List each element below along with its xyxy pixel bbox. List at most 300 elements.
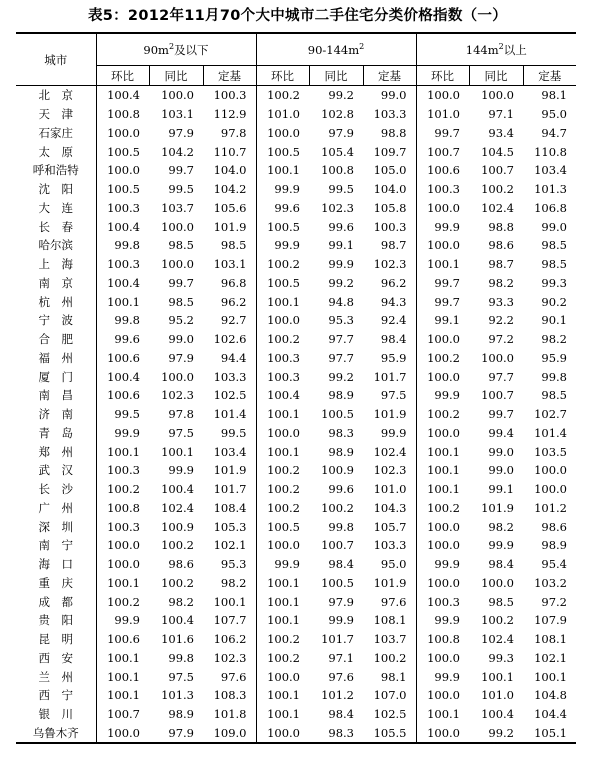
index-value-cell: 95.0 — [541, 107, 567, 122]
index-value-cell: 100.0 — [161, 257, 194, 272]
index-value-cell: 103.4 — [534, 163, 567, 178]
price-index-table — [16, 32, 576, 744]
index-value-cell: 101.8 — [203, 705, 256, 724]
table-row — [16, 649, 576, 668]
table-row — [16, 124, 576, 143]
city-name-cell: 南 京 — [16, 274, 96, 293]
index-value-cell: 101.6 — [161, 632, 194, 647]
index-value-cell: 103.1 — [203, 255, 256, 274]
index-value-cell: 101.2 — [321, 688, 354, 703]
index-value-cell: 99.3 — [488, 650, 514, 665]
table-row — [16, 555, 576, 574]
table-row — [16, 630, 576, 649]
index-value-cell: 98.4 — [488, 557, 514, 572]
index-value-cell: 98.5 — [541, 257, 567, 272]
table-row — [16, 292, 576, 311]
city-name-cell: 长 春 — [16, 217, 96, 236]
index-value-cell: 99.2 — [328, 275, 354, 290]
index-value-cell: 107.0 — [363, 686, 416, 705]
index-value-cell: 90.2 — [541, 294, 567, 309]
subheader-base: 定基 — [363, 66, 416, 86]
index-value-cell: 100.5 — [267, 519, 300, 534]
index-value-cell: 100.0 — [96, 724, 149, 744]
index-value-cell: 100.4 — [107, 219, 140, 234]
index-value-cell: 100.4 — [107, 88, 140, 103]
city-name-cell: 西 安 — [16, 649, 96, 668]
table-row — [16, 705, 576, 724]
city-name-cell: 银 川 — [16, 705, 96, 724]
index-value-cell: 99.5 — [328, 182, 354, 197]
table-row — [16, 686, 576, 705]
index-value-cell: 100.1 — [107, 575, 140, 590]
subheader-base: 定基 — [523, 66, 576, 86]
index-value-cell: 104.4 — [534, 707, 567, 722]
index-value-cell: 100.2 — [161, 538, 194, 553]
index-value-cell: 101.7 — [363, 367, 416, 386]
index-value-cell: 97.8 — [168, 407, 194, 422]
index-value-cell: 101.3 — [534, 182, 567, 197]
table-row — [16, 349, 576, 368]
index-value-cell: 110.7 — [203, 142, 256, 161]
index-value-cell: 99.0 — [363, 86, 416, 105]
index-value-cell: 100.1 — [107, 688, 140, 703]
index-value-cell: 100.2 — [107, 482, 140, 497]
index-value-cell: 98.4 — [328, 557, 354, 572]
table-row — [16, 424, 576, 443]
index-value-cell: 98.9 — [168, 707, 194, 722]
index-value-cell: 99.8 — [114, 313, 140, 328]
index-value-cell: 100.5 — [267, 275, 300, 290]
index-value-cell: 98.7 — [363, 236, 416, 255]
index-value-cell: 100.2 — [267, 88, 300, 103]
table-row — [16, 405, 576, 424]
index-value-cell: 99.0 — [488, 463, 514, 478]
index-value-cell: 100.0 — [256, 724, 309, 744]
index-value-cell: 101.0 — [427, 107, 460, 122]
index-value-cell: 97.7 — [488, 369, 514, 384]
index-value-cell: 99.9 — [434, 388, 460, 403]
city-name-cell: 合 肥 — [16, 330, 96, 349]
index-value-cell: 102.3 — [161, 388, 194, 403]
table-row — [16, 536, 576, 555]
city-name-cell: 西 宁 — [16, 686, 96, 705]
index-value-cell: 98.9 — [328, 444, 354, 459]
index-value-cell: 97.6 — [363, 592, 416, 611]
index-value-cell: 100.0 — [427, 238, 460, 253]
index-value-cell: 101.9 — [363, 405, 416, 424]
index-value-cell: 100.0 — [427, 369, 460, 384]
index-value-cell: 98.2 — [203, 574, 256, 593]
table-body — [16, 86, 576, 744]
index-value-cell: 100.0 — [427, 425, 460, 440]
index-value-cell: 102.3 — [363, 255, 416, 274]
city-name-cell: 海 口 — [16, 555, 96, 574]
index-value-cell: 100.3 — [107, 200, 140, 215]
index-value-cell: 108.1 — [534, 632, 567, 647]
index-value-cell: 99.5 — [168, 182, 194, 197]
index-value-cell: 100.5 — [267, 144, 300, 159]
index-value-cell: 100.2 — [321, 500, 354, 515]
index-value-cell: 97.5 — [363, 386, 416, 405]
index-value-cell: 102.7 — [534, 407, 567, 422]
city-name-cell: 南 昌 — [16, 386, 96, 405]
index-value-cell: 99.7 — [434, 125, 460, 140]
index-value-cell: 104.5 — [481, 144, 514, 159]
index-value-cell: 101.4 — [203, 405, 256, 424]
index-value-cell: 99.7 — [168, 163, 194, 178]
index-value-cell: 92.4 — [363, 311, 416, 330]
index-value-cell: 97.9 — [328, 594, 354, 609]
index-value-cell: 100.0 — [427, 575, 460, 590]
index-value-cell: 99.9 — [274, 182, 300, 197]
index-value-cell: 99.6 — [114, 332, 140, 347]
index-value-cell: 95.0 — [363, 555, 416, 574]
index-value-cell: 100.0 — [107, 125, 140, 140]
index-value-cell: 100.3 — [267, 369, 300, 384]
index-value-cell: 101.0 — [363, 480, 416, 499]
index-value-cell: 103.4 — [203, 442, 256, 461]
index-value-cell: 99.4 — [488, 425, 514, 440]
subheader-mom: 环比 — [416, 66, 469, 86]
index-value-cell: 100.4 — [107, 275, 140, 290]
index-value-cell: 100.2 — [427, 407, 460, 422]
index-value-cell: 98.6 — [168, 557, 194, 572]
index-value-cell: 100.1 — [427, 444, 460, 459]
table-row — [16, 142, 576, 161]
index-value-cell: 100.5 — [107, 144, 140, 159]
index-value-cell: 100.1 — [267, 594, 300, 609]
city-name-cell: 宁 波 — [16, 311, 96, 330]
index-value-cell: 100.0 — [481, 350, 514, 365]
group-header-medium: $90-144m^2$ — [256, 33, 416, 66]
index-value-cell: 99.0 — [488, 444, 514, 459]
index-value-cell: 100.0 — [427, 332, 460, 347]
index-value-cell: 100.1 — [427, 482, 460, 497]
index-value-cell: 102.4 — [481, 200, 514, 215]
index-value-cell: 98.3 — [309, 724, 363, 744]
index-value-cell: 93.4 — [488, 125, 514, 140]
index-value-cell: 103.3 — [203, 367, 256, 386]
index-value-cell: 100.2 — [267, 463, 300, 478]
index-value-cell: 101.4 — [534, 425, 567, 440]
index-value-cell: 100.1 — [267, 688, 300, 703]
index-value-cell: 99.9 — [114, 425, 140, 440]
index-value-cell: 98.2 — [541, 332, 567, 347]
index-value-cell: 98.1 — [363, 667, 416, 686]
index-value-cell: 100.5 — [321, 407, 354, 422]
index-value-cell: 102.5 — [363, 705, 416, 724]
index-value-cell: 99.8 — [168, 650, 194, 665]
index-value-cell: 105.3 — [203, 517, 256, 536]
index-value-cell: 100.1 — [107, 294, 140, 309]
index-value-cell: 93.3 — [488, 294, 514, 309]
index-value-cell: 100.0 — [267, 125, 300, 140]
index-value-cell: 100.7 — [427, 144, 460, 159]
table-row — [16, 311, 576, 330]
city-name-cell: 哈尔滨 — [16, 236, 96, 255]
city-name-cell: 青 岛 — [16, 424, 96, 443]
index-value-cell: 100.5 — [267, 219, 300, 234]
index-value-cell: 100.1 — [161, 444, 194, 459]
index-value-cell: 101.2 — [534, 500, 567, 515]
index-value-cell: 98.7 — [488, 257, 514, 272]
index-value-cell: 100.9 — [161, 519, 194, 534]
index-value-cell: 100.0 — [534, 463, 567, 478]
city-name-cell: 北 京 — [16, 86, 96, 105]
index-value-cell: 99.9 — [168, 463, 194, 478]
index-value-cell: 102.3 — [321, 200, 354, 215]
index-value-cell: 102.6 — [203, 330, 256, 349]
index-value-cell: 98.5 — [168, 238, 194, 253]
city-name-cell: 厦 门 — [16, 367, 96, 386]
index-value-cell: 105.6 — [203, 199, 256, 218]
index-value-cell: 98.4 — [328, 707, 354, 722]
index-value-cell: 98.9 — [328, 388, 354, 403]
index-value-cell: 99.6 — [328, 219, 354, 234]
index-value-cell: 95.3 — [328, 313, 354, 328]
index-value-cell: 98.6 — [488, 238, 514, 253]
table-row — [16, 724, 576, 744]
index-value-cell: 99.3 — [541, 275, 567, 290]
index-value-cell: 98.5 — [541, 238, 567, 253]
index-value-cell: 103.3 — [363, 536, 416, 555]
city-name-cell: 重 庆 — [16, 574, 96, 593]
index-value-cell: 94.3 — [363, 292, 416, 311]
index-value-cell: 100.4 — [161, 613, 194, 628]
table-row — [16, 461, 576, 480]
index-value-cell: 109.7 — [363, 142, 416, 161]
subheader-mom: 环比 — [256, 66, 309, 86]
index-value-cell: 100.1 — [267, 444, 300, 459]
index-value-cell: 99.9 — [434, 613, 460, 628]
index-value-cell: 99.5 — [114, 407, 140, 422]
index-value-cell: 109.0 — [203, 724, 256, 744]
table-row — [16, 330, 576, 349]
index-value-cell: 100.7 — [107, 707, 140, 722]
index-value-cell: 96.8 — [203, 274, 256, 293]
index-value-cell: 99.9 — [434, 669, 460, 684]
index-value-cell: 99.9 — [434, 219, 460, 234]
index-value-cell: 100.2 — [267, 650, 300, 665]
index-value-cell: 100.3 — [203, 86, 256, 105]
index-value-cell: 98.8 — [363, 124, 416, 143]
index-value-cell: 104.0 — [203, 161, 256, 180]
index-value-cell: 100.3 — [427, 594, 460, 609]
index-value-cell: 103.7 — [161, 200, 194, 215]
index-value-cell: 99.0 — [168, 332, 194, 347]
index-value-cell: 95.9 — [541, 350, 567, 365]
index-value-cell: 102.1 — [203, 536, 256, 555]
index-value-cell: 102.3 — [203, 649, 256, 668]
index-value-cell: 100.0 — [427, 519, 460, 534]
index-value-cell: 100.0 — [107, 557, 140, 572]
city-name-cell: 天 津 — [16, 105, 96, 124]
index-value-cell: 97.9 — [168, 125, 194, 140]
index-value-cell: 100.2 — [161, 575, 194, 590]
city-column-header: 城市 — [16, 33, 96, 86]
index-value-cell: 100.3 — [267, 350, 300, 365]
index-value-cell: 100.4 — [161, 482, 194, 497]
index-value-cell: 100.2 — [267, 482, 300, 497]
table-row — [16, 161, 576, 180]
index-value-cell: 92.7 — [203, 311, 256, 330]
index-value-cell: 99.6 — [274, 200, 300, 215]
table-row — [16, 255, 576, 274]
index-value-cell: 98.8 — [488, 219, 514, 234]
index-value-cell: 97.9 — [328, 125, 354, 140]
index-value-cell: 99.9 — [363, 424, 416, 443]
index-value-cell: 98.2 — [488, 519, 514, 534]
index-value-cell: 105.1 — [523, 724, 576, 744]
index-value-cell: 99.8 — [114, 238, 140, 253]
index-value-cell: 98.5 — [203, 236, 256, 255]
index-value-cell: 98.5 — [541, 388, 567, 403]
index-value-cell: 99.0 — [541, 219, 567, 234]
table-row — [16, 236, 576, 255]
index-value-cell: 100.1 — [107, 444, 140, 459]
index-value-cell: 100.1 — [107, 650, 140, 665]
index-value-cell: 100.0 — [416, 724, 469, 744]
index-value-cell: 105.0 — [363, 161, 416, 180]
index-value-cell: 95.9 — [363, 349, 416, 368]
city-name-cell: 广 州 — [16, 499, 96, 518]
index-value-cell: 100.3 — [107, 519, 140, 534]
table-row — [16, 86, 576, 105]
index-value-cell: 100.3 — [107, 257, 140, 272]
index-value-cell: 108.1 — [363, 611, 416, 630]
index-value-cell: 98.9 — [541, 538, 567, 553]
index-value-cell: 100.6 — [427, 163, 460, 178]
index-value-cell: 100.0 — [427, 200, 460, 215]
city-name-cell: 贵 阳 — [16, 611, 96, 630]
index-value-cell: 100.0 — [161, 369, 194, 384]
index-value-cell: 99.9 — [274, 238, 300, 253]
subheader-yoy: 同比 — [149, 66, 203, 86]
index-value-cell: 101.3 — [161, 688, 194, 703]
index-value-cell: 108.4 — [203, 499, 256, 518]
index-value-cell: 99.9 — [328, 613, 354, 628]
page-title: 表5：2012年11月70个大中城市二手住宅分类价格指数（一） — [87, 8, 508, 24]
index-value-cell: 103.2 — [534, 575, 567, 590]
index-value-cell: 104.2 — [161, 144, 194, 159]
city-name-cell: 长 沙 — [16, 480, 96, 499]
index-value-cell: 94.7 — [541, 125, 567, 140]
index-value-cell: 100.2 — [267, 257, 300, 272]
index-value-cell: 98.3 — [328, 425, 354, 440]
index-value-cell: 100.1 — [267, 575, 300, 590]
index-value-cell: 102.4 — [161, 500, 194, 515]
index-value-cell: 100.1 — [267, 613, 300, 628]
index-value-cell: 105.8 — [363, 199, 416, 218]
city-name-cell: 昆 明 — [16, 630, 96, 649]
index-value-cell: 100.8 — [427, 632, 460, 647]
index-value-cell: 100.2 — [267, 500, 300, 515]
index-value-cell: 104.0 — [363, 180, 416, 199]
index-value-cell: 100.8 — [107, 107, 140, 122]
index-value-cell: 103.7 — [363, 630, 416, 649]
city-name-cell: 石家庄 — [16, 124, 96, 143]
index-value-cell: 100.0 — [267, 538, 300, 553]
index-value-cell: 100.0 — [107, 538, 140, 553]
city-name-cell: 杭 州 — [16, 292, 96, 311]
index-value-cell: 98.4 — [363, 330, 416, 349]
index-value-cell: 99.9 — [114, 613, 140, 628]
table-row — [16, 274, 576, 293]
group-header-large: $144m^2$以上 — [416, 33, 576, 66]
index-value-cell: 100.1 — [427, 463, 460, 478]
index-value-cell: 100.5 — [321, 575, 354, 590]
table-row — [16, 217, 576, 236]
index-value-cell: 101.7 — [203, 480, 256, 499]
city-name-cell: 太 原 — [16, 142, 96, 161]
table-row — [16, 667, 576, 686]
index-value-cell: 97.2 — [541, 594, 567, 609]
index-value-cell: 97.1 — [488, 107, 514, 122]
index-value-cell: 100.3 — [427, 182, 460, 197]
index-value-cell: 100.0 — [481, 575, 514, 590]
index-value-cell: 105.4 — [321, 144, 354, 159]
table-row — [16, 611, 576, 630]
index-value-cell: 107.7 — [203, 611, 256, 630]
index-value-cell: 97.6 — [203, 667, 256, 686]
index-value-cell: 100.6 — [107, 388, 140, 403]
index-value-cell: 100.9 — [321, 463, 354, 478]
index-value-cell: 100.6 — [107, 632, 140, 647]
index-value-cell: 101.9 — [203, 461, 256, 480]
city-name-cell: 大 连 — [16, 199, 96, 218]
city-name-cell: 济 南 — [16, 405, 96, 424]
index-value-cell: 97.7 — [328, 332, 354, 347]
index-value-cell: 104.2 — [203, 180, 256, 199]
table-row — [16, 199, 576, 218]
index-value-cell: 108.3 — [203, 686, 256, 705]
index-value-cell: 100.0 — [481, 88, 514, 103]
index-value-cell: 99.1 — [434, 313, 460, 328]
index-value-cell: 100.0 — [267, 669, 300, 684]
subheader-yoy: 同比 — [309, 66, 363, 86]
index-value-cell: 100.1 — [427, 707, 460, 722]
index-value-cell: 101.9 — [363, 574, 416, 593]
index-value-cell: 99.7 — [168, 275, 194, 290]
index-value-cell: 107.9 — [534, 613, 567, 628]
index-value-cell: 99.7 — [434, 275, 460, 290]
index-value-cell: 100.0 — [427, 688, 460, 703]
index-value-cell: 100.0 — [427, 88, 460, 103]
index-value-cell: 100.2 — [427, 350, 460, 365]
index-value-cell: 100.0 — [267, 425, 300, 440]
index-value-cell: 99.7 — [434, 294, 460, 309]
index-value-cell: 99.8 — [328, 519, 354, 534]
index-value-cell: 100.0 — [534, 482, 567, 497]
index-value-cell: 100.1 — [267, 707, 300, 722]
table-row — [16, 517, 576, 536]
subheader-yoy: 同比 — [469, 66, 523, 86]
index-value-cell: 102.3 — [363, 461, 416, 480]
index-value-cell: 100.1 — [267, 163, 300, 178]
index-value-cell: 99.9 — [328, 257, 354, 272]
index-value-cell: 102.8 — [321, 107, 354, 122]
index-value-cell: 97.9 — [168, 350, 194, 365]
index-value-cell: 99.2 — [328, 369, 354, 384]
index-value-cell: 96.2 — [203, 292, 256, 311]
index-value-cell: 95.4 — [541, 557, 567, 572]
city-name-cell: 上 海 — [16, 255, 96, 274]
index-value-cell: 97.8 — [203, 124, 256, 143]
index-value-cell: 94.4 — [203, 349, 256, 368]
index-value-cell: 100.7 — [481, 388, 514, 403]
index-value-cell: 94.8 — [328, 294, 354, 309]
table-row — [16, 592, 576, 611]
